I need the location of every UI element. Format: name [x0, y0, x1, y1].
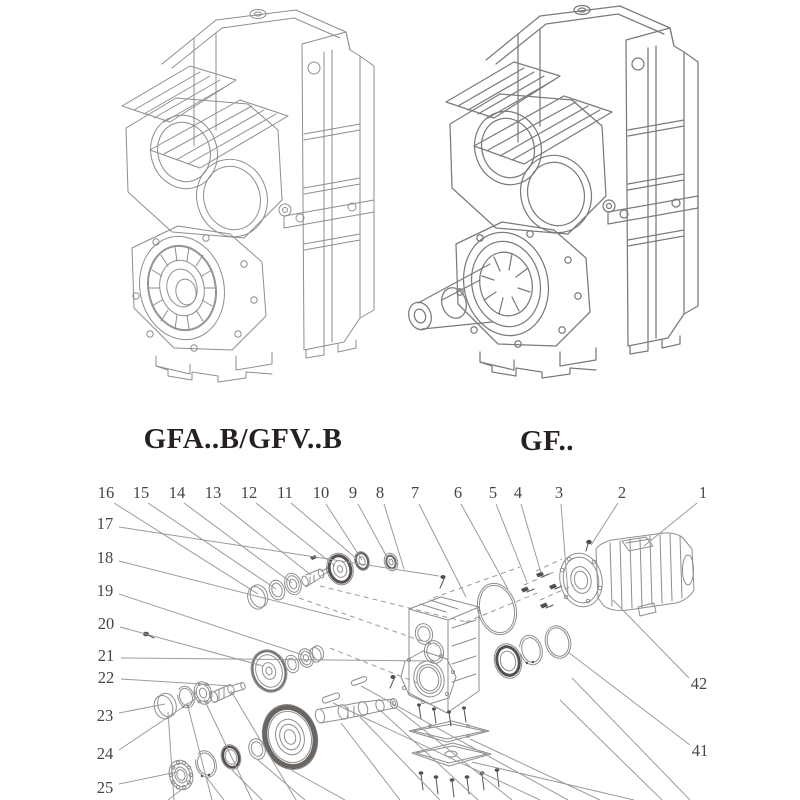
leader-line-41 — [568, 652, 690, 745]
callout-3: 3 — [554, 483, 564, 502]
leader-line-10 — [326, 504, 362, 560]
leader-line-18 — [119, 561, 350, 620]
exploded-view — [97, 483, 709, 800]
leader-line-12 — [256, 503, 335, 566]
gearbox-left-figure — [122, 10, 374, 383]
callout-22: 22 — [97, 668, 115, 687]
callout-25: 25 — [96, 778, 114, 797]
callout-19: 19 — [96, 581, 114, 600]
seal-ring-stack — [472, 572, 574, 682]
leader-line-19 — [119, 594, 303, 655]
callout-16: 16 — [97, 483, 115, 502]
leader-line-2 — [591, 503, 618, 545]
callout-5: 5 — [488, 483, 498, 502]
leader-line-22 — [121, 679, 233, 686]
callout-23: 23 — [96, 706, 114, 725]
gear-housing — [401, 597, 479, 713]
callout-24: 24 — [96, 744, 114, 763]
leader-line-42 — [613, 600, 689, 678]
callout-11: 11 — [277, 483, 293, 502]
leader-line-17 — [119, 527, 439, 576]
output-shaft-parts — [165, 676, 398, 793]
callout-12: 12 — [240, 483, 258, 502]
leader-line-4 — [521, 504, 541, 573]
callout-4: 4 — [513, 483, 523, 502]
leader-line-20 — [120, 627, 263, 666]
callout-9: 9 — [348, 483, 358, 502]
callout-42: 42 — [690, 674, 708, 693]
callout-21: 21 — [97, 646, 115, 665]
callout-1: 1 — [698, 483, 708, 502]
callout-14: 14 — [168, 483, 186, 502]
gearbox-right-figure — [405, 6, 698, 379]
leader-line-13 — [220, 503, 311, 575]
leader-line-15 — [148, 503, 276, 589]
model-label-left: GFA..B/GFV..B — [143, 423, 343, 455]
callout-8: 8 — [375, 483, 385, 502]
callout-18: 18 — [96, 548, 114, 567]
leader-line-23 — [119, 704, 165, 713]
motor-assembly — [555, 533, 694, 616]
leader-line-3 — [561, 504, 568, 594]
leader-line-16 — [114, 503, 258, 594]
leader-line-25 — [119, 772, 177, 784]
model-label-right: GF.. — [519, 425, 575, 457]
leader-line-11 — [291, 503, 357, 559]
gasket-and-cover — [409, 703, 499, 797]
callout-2: 2 — [617, 483, 627, 502]
leader-line-9 — [358, 504, 388, 559]
callout-layer — [97, 483, 709, 797]
callout-10: 10 — [312, 483, 330, 502]
callout-7: 7 — [410, 483, 420, 502]
callout-13: 13 — [204, 483, 222, 502]
callout-20: 20 — [97, 614, 115, 633]
callout-15: 15 — [132, 483, 150, 502]
leader-line-14 — [184, 503, 292, 583]
callout-6: 6 — [453, 483, 463, 502]
callout-41: 41 — [691, 741, 709, 760]
callout-17: 17 — [96, 514, 114, 533]
